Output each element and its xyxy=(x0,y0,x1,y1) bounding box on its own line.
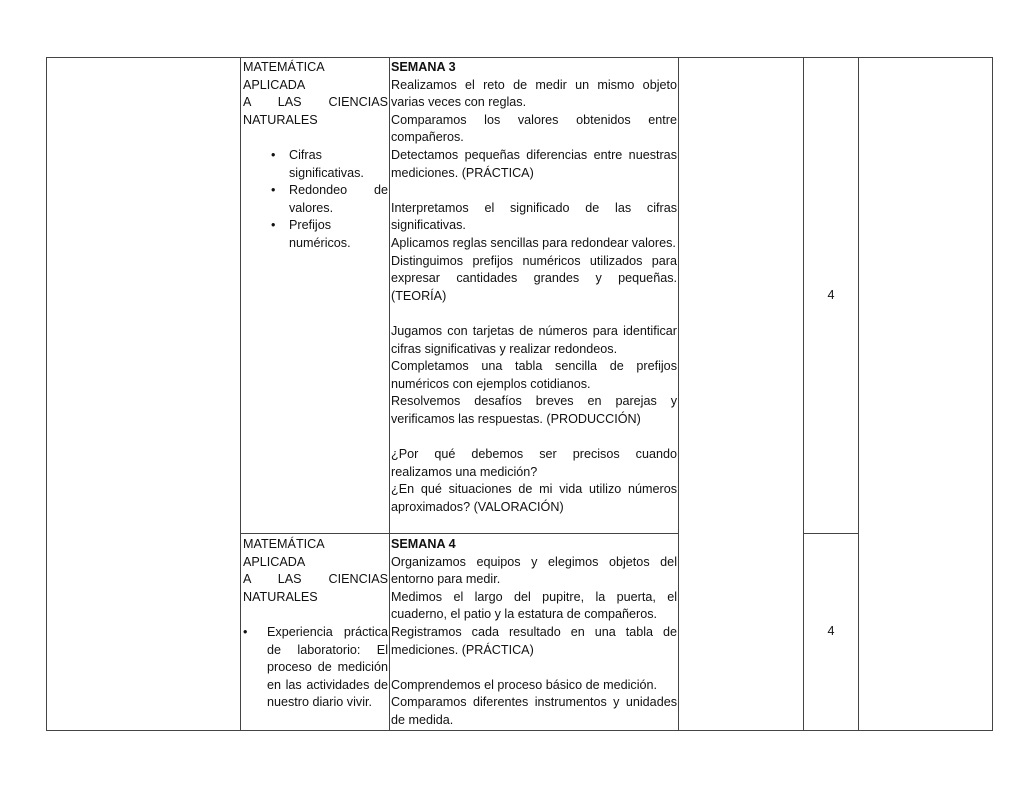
hours-row-divider xyxy=(803,533,858,534)
week-title: SEMANA 4 xyxy=(391,537,456,551)
activity-text: Realizamos el reto de medir un mismo objeto varias veces con reglas. xyxy=(391,77,677,110)
spacer xyxy=(391,305,677,323)
spacer xyxy=(391,659,677,677)
table-border-left xyxy=(46,57,47,731)
hours-value: 4 xyxy=(827,624,835,638)
bullet-dot-icon: • xyxy=(271,218,276,233)
table-border-bottom xyxy=(46,730,993,731)
topic-cell xyxy=(243,59,388,253)
bullet-dot-icon: • xyxy=(243,624,248,639)
hours-value: 4 xyxy=(827,288,835,302)
content-text: Prefijos numéricos. xyxy=(289,218,351,250)
activity-text: Aplicamos reglas sencillas para redondear valores. xyxy=(391,235,676,250)
topic-line: A LAS CIENCIAS xyxy=(243,572,388,587)
activity-text: Jugamos con tarjetas de números para identificar cifras significativas y realizar redondeos. xyxy=(391,323,677,356)
activities-cell xyxy=(391,59,677,516)
activity-text: Comprendemos el proceso básico de medición. xyxy=(391,677,658,692)
column-divider xyxy=(678,57,679,731)
row-divider xyxy=(240,533,678,534)
activity-text: Interpretamos el significado de las cifras significativas. xyxy=(391,200,677,233)
activity-text: ¿En qué situaciones de mi vida utilizo números aproximados? (VALORACIÓN) xyxy=(391,482,677,514)
content-text: Cifras significativas. xyxy=(289,147,364,180)
content-text: Redondeo de valores. xyxy=(289,183,388,215)
activity-text: Detectamos pequeñas diferencias entre nuestras mediciones. (PRÁCTICA) xyxy=(391,147,677,180)
activity-text: Comparamos los valores obtenidos entre compañeros. xyxy=(391,112,677,145)
bullet-dot-icon: • xyxy=(271,183,276,198)
week-title: SEMANA 3 xyxy=(391,60,456,74)
activity-text: Comparamos diferentes instrumentos y unidades de medida. xyxy=(391,695,677,727)
topic-line: MATEMÁTICA APLICADA xyxy=(243,537,325,569)
spacer xyxy=(391,428,677,446)
column-divider xyxy=(858,57,859,731)
table-border-top xyxy=(46,57,993,58)
topic-line: MATEMÁTICA APLICADA xyxy=(243,60,325,92)
topic-cell xyxy=(243,536,388,712)
activity-text: Organizamos equipos y elegimos objetos del entorno para medir. xyxy=(391,554,677,587)
activity-text: Distinguimos prefijos numéricos utilizados para expresar cantidades grandes y pequeñas. (TEORÍA) xyxy=(391,253,677,303)
activity-text: Completamos una tabla sencilla de prefijos numéricos con ejemplos cotidianos. xyxy=(391,359,677,391)
spacer xyxy=(391,182,677,200)
activity-text: Registramos cada resultado en una tabla de mediciones. (PRÁCTICA) xyxy=(391,624,677,657)
content-text: Experiencia práctica de laboratorio: El proceso de medición en las actividades de nuestro diario vivir. xyxy=(267,624,388,710)
topic-line: A LAS CIENCIAS xyxy=(243,95,388,110)
column-divider xyxy=(389,57,390,731)
activity-text: Medimos el largo del pupitre, la puerta, el cuaderno, el patio y la estatura de compañeros. xyxy=(391,589,677,622)
table-border-right xyxy=(992,57,993,731)
activity-text: ¿Por qué debemos ser precisos cuando realizamos una medición? xyxy=(391,447,677,479)
content-bullet xyxy=(265,147,388,182)
activity-text: Resolvemos desafíos breves en parejas y verificamos las respuestas. (PRODUCCIÓN) xyxy=(391,394,677,426)
column-divider xyxy=(240,57,241,731)
topic-line: NATURALES xyxy=(243,589,318,604)
bullet-dot-icon: • xyxy=(271,147,276,162)
topic-line: NATURALES xyxy=(243,112,318,127)
content-bullet xyxy=(243,624,388,712)
activities-cell xyxy=(391,536,677,730)
content-bullet xyxy=(265,217,388,252)
content-bullet xyxy=(265,182,388,217)
